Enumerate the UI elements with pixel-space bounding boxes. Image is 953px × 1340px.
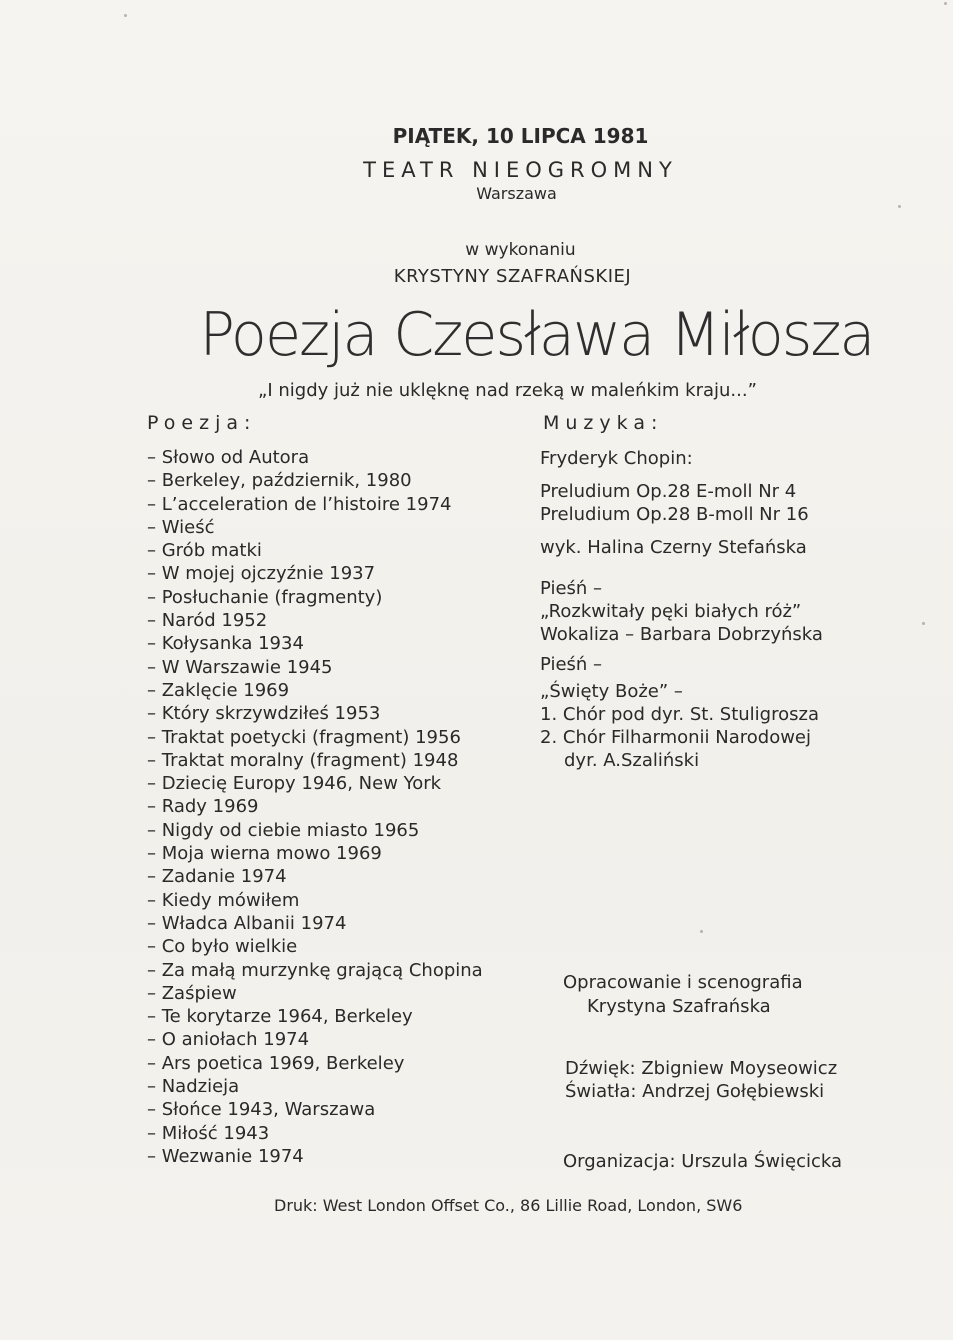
prelude-item: Preludium Op.28 B-moll Nr 16 (540, 504, 809, 525)
organization-credit: Organizacja: Urszula Święcicka (563, 1151, 843, 1172)
poem-item: – Te korytarze 1964, Berkeley (147, 1006, 413, 1028)
song-label: Pieśń – (540, 654, 603, 675)
poetry-heading: Poezja: (147, 412, 257, 434)
poem-item: – Kołysanka 1934 (147, 633, 304, 655)
poem-item: – Grób matki (147, 540, 262, 562)
poem-item: – Rady 1969 (147, 796, 259, 818)
theatre-name: TEATR NIEOGROMNY (363, 158, 678, 182)
paper-speck (898, 205, 901, 208)
poem-item: – Naród 1952 (147, 610, 268, 632)
poem-item: – Nadzieja (147, 1076, 240, 1098)
song-label: Pieśń – (540, 578, 603, 599)
poem-item: – O aniołach 1974 (147, 1029, 310, 1051)
choir-item: 2. Chór Filharmonii Narodowej (540, 727, 812, 748)
poem-item: – Dziecię Europy 1946, New York (147, 773, 442, 795)
poem-item: – Za małą murzynkę grającą Chopina (147, 959, 483, 981)
city-name: Warszawa (476, 184, 557, 203)
poem-item: – Posłuchanie (fragmenty) (147, 586, 383, 608)
staging-label: Opracowanie i scenografia (563, 972, 803, 993)
poem-item: – L’acceleration de l’histoire 1974 (147, 493, 452, 515)
poem-item: – Moja wierna mowo 1969 (147, 843, 382, 865)
paper-speck (922, 622, 925, 625)
poem-item: – Nigdy od ciebie miasto 1965 (147, 819, 420, 841)
poem-item: – Który skrzywdziłeś 1953 (147, 703, 381, 725)
subtitle-quote: „I nigdy już nie uklęknę nad rzeką w maleńkim kraju...” (258, 380, 757, 401)
poem-item: – Zaśpiew (147, 982, 237, 1004)
printer-footer: Druk: West London Offset Co., 86 Lillie Road, London, SW6 (274, 1196, 743, 1215)
poem-item: – Berkeley, październik, 1980 (147, 470, 412, 492)
page-title: Poezja Czesława Miłosza (199, 300, 874, 370)
lights-credit: Światła: Andrzej Gołębiewski (565, 1081, 825, 1102)
poem-item: – Co było wielkie (147, 936, 298, 958)
performer-name: KRYSTYNY SZAFRAŃSKIEJ (393, 266, 632, 287)
performed-by-label: w wykonaniu (465, 240, 576, 260)
prelude-item: Preludium Op.28 E-moll Nr 4 (540, 481, 797, 502)
sound-credit: Dźwięk: Zbigniew Moyseowicz (565, 1058, 838, 1079)
composer-name: Fryderyk Chopin: (540, 448, 693, 469)
poetry-list (147, 446, 547, 1168)
paper-speck (700, 930, 703, 933)
paper-speck (944, 2, 947, 5)
poem-item: – Ars poetica 1969, Berkeley (147, 1052, 405, 1074)
date-line: PIĄTEK, 10 LIPCA 1981 (392, 124, 649, 148)
poem-item: – Zadanie 1974 (147, 866, 287, 888)
vocalist-credit: Wokaliza – Barbara Dobrzyńska (540, 624, 823, 645)
staging-name: Krystyna Szafrańska (587, 996, 771, 1017)
poem-item: – Traktat moralny (fragment) 1948 (147, 749, 459, 771)
poem-item: – Słońce 1943, Warszawa (147, 1099, 376, 1121)
pianist-credit: wyk. Halina Czerny Stefańska (540, 537, 807, 558)
music-heading: Muzyka: (543, 412, 664, 434)
poem-item: – Wezwanie 1974 (147, 1145, 304, 1167)
poem-item: – Władca Albanii 1974 (147, 912, 347, 934)
song-title: „Rozkwitały pęki białych róż” (540, 601, 802, 622)
poem-item: – Miłość 1943 (147, 1122, 270, 1144)
poem-item: – Zaklęcie 1969 (147, 679, 290, 701)
poem-item: – Wieść (147, 516, 215, 538)
poem-item: – W mojej ojczyźnie 1937 (147, 563, 376, 585)
poem-item: – Kiedy mówiłem (147, 889, 300, 911)
poem-item: – W Warszawie 1945 (147, 656, 333, 678)
poem-item: – Traktat poetycki (fragment) 1956 (147, 726, 461, 748)
paper-speck (124, 14, 127, 17)
choir-item: 1. Chór pod dyr. St. Stuligrosza (540, 704, 819, 725)
conductor-credit: dyr. A.Szaliński (564, 750, 700, 771)
song-title: „Święty Boże” – (540, 681, 683, 702)
poem-item: – Słowo od Autora (147, 447, 310, 468)
